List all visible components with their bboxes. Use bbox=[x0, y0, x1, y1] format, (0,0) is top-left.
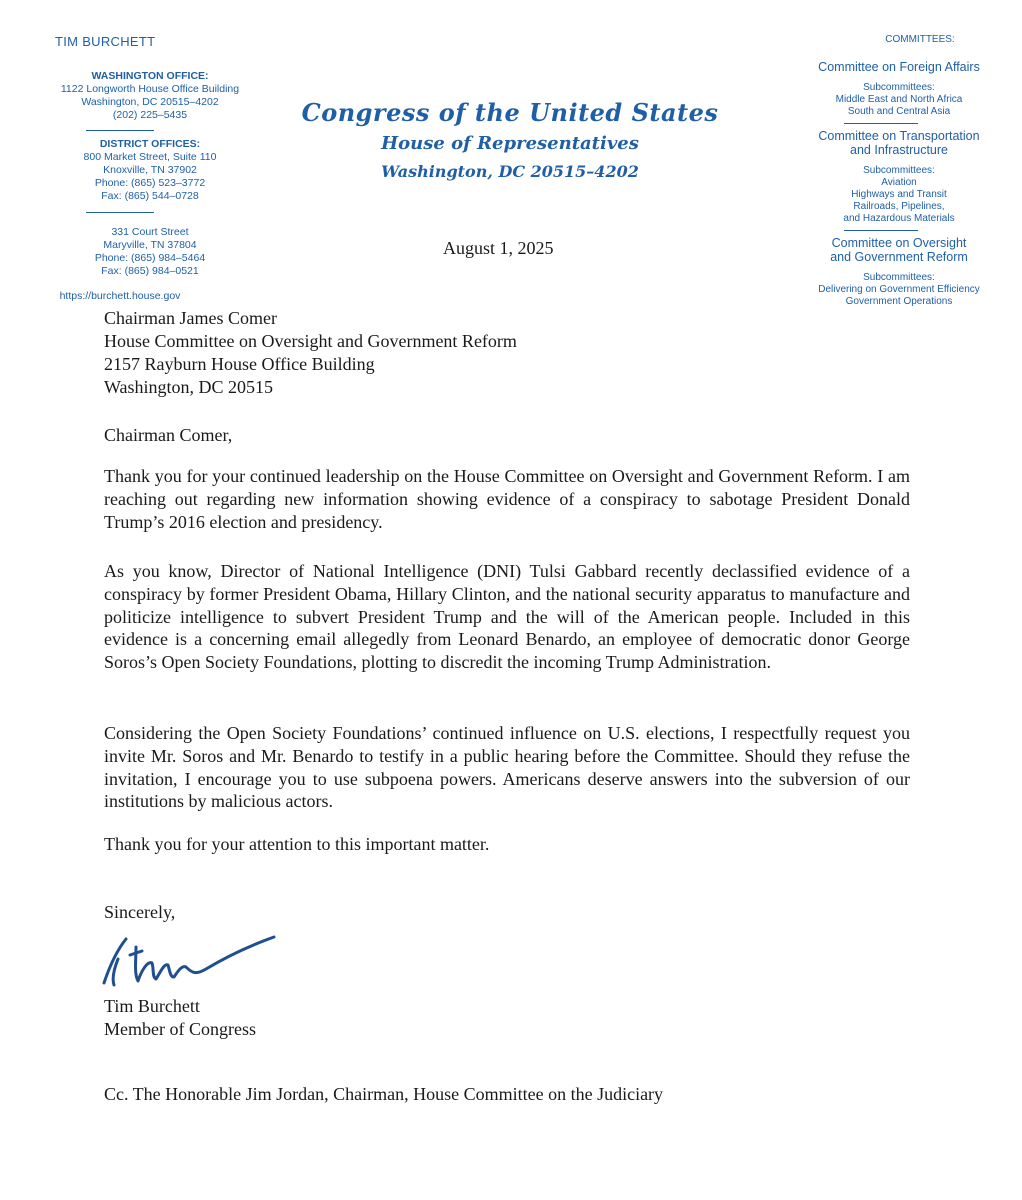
subcommittees-label: Subcommittees: bbox=[863, 82, 935, 93]
district-office-line: 331 Court Street bbox=[111, 226, 189, 238]
subcommittee-item: and Hazardous Materials bbox=[843, 213, 955, 224]
district-office-line: 800 Market Street, Suite 110 bbox=[83, 151, 217, 163]
committees-label: COMMITTEES: bbox=[885, 34, 955, 45]
district-office-line: Knoxville, TN 37902 bbox=[103, 164, 197, 176]
subcommittee-item: South and Central Asia bbox=[847, 106, 951, 117]
divider bbox=[844, 123, 918, 124]
representative-name: TIM BURCHETT bbox=[55, 34, 156, 49]
district-office-line: Fax: (865) 544–0728 bbox=[101, 190, 199, 202]
committee-oversight-line2: and Government Reform bbox=[830, 250, 968, 264]
salutation: Chairman Comer, bbox=[104, 425, 233, 445]
district-office-maryville bbox=[0, 226, 300, 278]
committee-oversight: Committee on Oversight bbox=[831, 236, 967, 250]
subcommittee-item: Aviation bbox=[881, 177, 917, 188]
washington-office-line: 1122 Longworth House Office Building bbox=[60, 83, 240, 95]
washington-office-line: (202) 225–5435 bbox=[112, 109, 188, 121]
district-office-line: Maryville, TN 37804 bbox=[103, 239, 197, 251]
address-line: Chairman James Comer bbox=[104, 308, 277, 328]
signer-name: Tim Burchett bbox=[104, 996, 200, 1016]
letterhead-title bbox=[290, 98, 730, 181]
body-paragraph: Thank you for your continued leadership on the House Committee on Oversight and Government Reform. I am reaching out regarding new information showing evidence of a conspiracy to sabotage President Donald Trump’s 2016 election and presidency. bbox=[104, 466, 910, 532]
signer-title: Member of Congress bbox=[104, 1019, 256, 1039]
body-paragraph: Thank you for your attention to this important matter. bbox=[104, 834, 490, 854]
district-office-line: Phone: (865) 523–3772 bbox=[94, 177, 206, 189]
body-paragraph: As you know, Director of National Intelligence (DNI) Tulsi Gabbard recently declassified evidence of a conspiracy by former President Obama, Hillary Clinton, and the national security apparatus to manufacture and politicize intelligence to subvert President Trump and the will of the American people. Included in this evidence is a concerning email allegedly from Leonard Benardo, an employee of democratic donor George Soros’s Open Society Foundations, plotting to discredit the incoming Trump Administration. bbox=[104, 561, 910, 673]
address-line: House Committee on Oversight and Government Reform bbox=[104, 331, 517, 351]
house-address: Washington, DC 20515–4202 bbox=[381, 162, 639, 181]
divider bbox=[844, 230, 918, 231]
subcommittees-label: Subcommittees: bbox=[863, 165, 935, 176]
committee-foreign-affairs: Committee on Foreign Affairs bbox=[818, 60, 980, 74]
divider bbox=[86, 212, 154, 213]
website-link[interactable]: https://burchett.house.gov bbox=[59, 290, 181, 302]
washington-office-header: WASHINGTON OFFICE: bbox=[91, 70, 209, 82]
cc-line: Cc. The Honorable Jim Jordan, Chairman, House Committee on the Judiciary bbox=[104, 1084, 664, 1104]
subcommittee-item: Delivering on Government Efficiency bbox=[818, 284, 980, 295]
subcommittees-label: Subcommittees: bbox=[863, 272, 935, 283]
divider bbox=[86, 130, 154, 131]
signer-block bbox=[104, 995, 256, 1041]
washington-office-line: Washington, DC 20515–4202 bbox=[81, 96, 219, 108]
subcommittee-item: Railroads, Pipelines, bbox=[853, 201, 945, 212]
closing: Sincerely, bbox=[104, 902, 176, 922]
district-offices-header: DISTRICT OFFICES: bbox=[99, 138, 201, 150]
letterhead-right-column bbox=[800, 34, 1022, 308]
district-office-line: Phone: (865) 984–5464 bbox=[94, 252, 206, 264]
committee-transportation: Committee on Transportation bbox=[818, 129, 980, 143]
congress-title: Congress of the United States bbox=[301, 98, 719, 127]
address-line: 2157 Rayburn House Office Building bbox=[104, 354, 375, 374]
washington-office bbox=[0, 70, 300, 122]
letter-date: August 1, 2025 bbox=[443, 238, 554, 258]
house-title: House of Representatives bbox=[381, 133, 639, 154]
district-office-line: Fax: (865) 984–0521 bbox=[101, 265, 199, 277]
subcommittee-item: Government Operations bbox=[845, 296, 953, 307]
subcommittee-item: Highways and Transit bbox=[851, 189, 947, 200]
address-line: Washington, DC 20515 bbox=[104, 377, 274, 397]
recipient-address bbox=[104, 307, 517, 399]
body-paragraph: Considering the Open Society Foundations’ continued influence on U.S. elections, I respectfully request you invite Mr. Soros and Mr. Benardo to testify in a public hearing before the Committee. Should they refuse the invitation, I encourage you to use subpoena powers. Americans deserve answers into the subversion of our institutions by malicious actors. bbox=[104, 723, 910, 812]
committee-transportation-line2: and Infrastructure bbox=[850, 143, 948, 157]
district-offices bbox=[0, 138, 300, 203]
subcommittee-item: Middle East and North Africa bbox=[835, 94, 963, 105]
signature-image bbox=[96, 925, 286, 1005]
